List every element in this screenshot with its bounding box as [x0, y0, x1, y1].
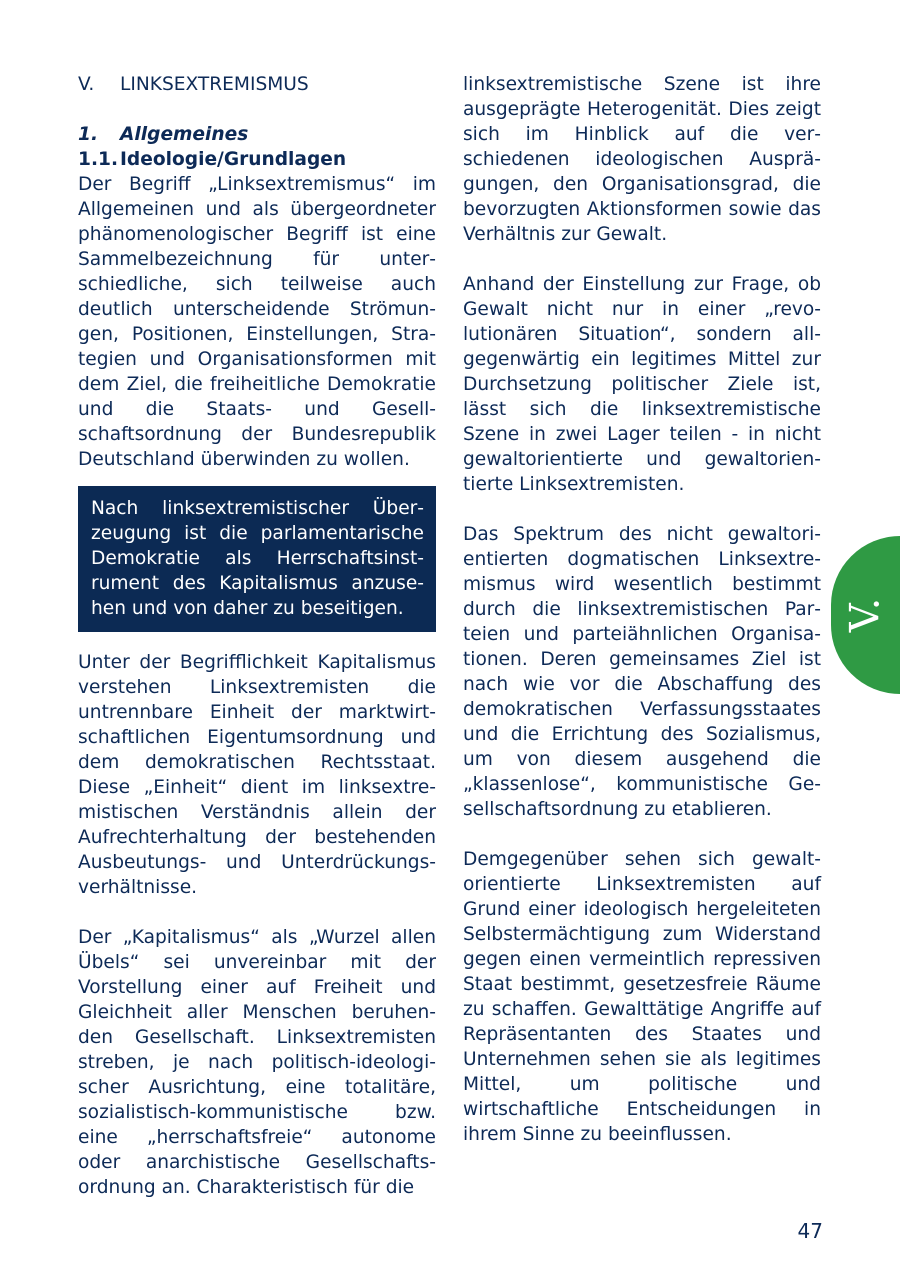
- subsection-heading: [78, 147, 436, 172]
- body-paragraph: Demgegenüber sehen sich gewaltorientierte Linksextremisten auf Grund einer ideologisch hergeleiteten Selbstermächtigung zum Widerstand gegen einen vermeintlich repressiven Staat bestimmt, gesetzesfreie Räume zu schaffen. Gewalttätige Angriffe auf Repräsentanten des Staates und Unternehmen sehen sie als legitimes Mittel, um politische und wirtschaftliche Entscheidungen in ihrem Sinne zu beeinflussen.: [463, 849, 821, 1145]
- body-paragraph: Anhand der Einstellung zur Frage, ob Gewalt nicht nur in einer „revolutionären Situation“, sondern allgegenwärtig ein legitimes Mittel zur Durchsetzung politischer Ziele ist, lässt sich die linksextremistische Szene in zwei Lager teilen - in nicht gewaltorientierte und gewaltorientierte Linksextremisten.: [463, 274, 821, 495]
- body-paragraph: Das Spektrum des nicht gewaltorientierten dogmatischen Linksextremismus wird wesentlich bestimmt durch die linksextremistischen Parteien und parteiähnlichen Organisationen. Deren gemeinsames Ziel ist nach wie vor die Abschaffung des demokratischen Verfassungsstaates und die Errichtung des Sozialismus, um von diesem ausgehend die „klassenlose“, kommunistische Gesellschaftsordnung zu etablieren.: [463, 524, 821, 820]
- intro-paragraph: Der Begriff „Linksextremismus“ im Allgemeinen und als übergeordneter phänomenologischer Begriff ist eine Sammelbezeichnung für unterschiedliche, sich teilweise auch deutlich unterscheidende Strömungen, Positionen, Einstellungen, Strategien und Organisationsformen mit dem Ziel, die freiheitliche Demokratie und die Staats- und Gesellschaftsordnung der Bundesrepublik Deutschland überwinden zu wollen.: [78, 174, 436, 470]
- left-column: [78, 72, 436, 1200]
- chapter-title: LINKSEXTREMISMUS: [120, 74, 309, 95]
- subsection-number: 1.1.: [78, 149, 119, 170]
- chapter-number: V.: [78, 74, 95, 95]
- section-number: 1.: [78, 124, 99, 145]
- subsection-title: Ideologie/Grundlagen: [120, 149, 347, 170]
- chapter-tab-label: V.: [842, 597, 889, 633]
- body-paragraph: linksextremistische Szene ist ihre ausgeprägte Heterogenität. Dies zeigt sich im Hinblick auf die verschiedenen ideologischen Ausprägungen, den Organisationsgrad, die bevorzugten Aktionsformen sowie das Verhältnis zur Gewalt.: [463, 74, 821, 245]
- chapter-tab-label-wrap: [831, 536, 900, 694]
- section-heading: [78, 122, 436, 147]
- chapter-tab: [831, 536, 900, 694]
- body-paragraph: Unter der Begrifflichkeit Kapitalismus verstehen Linksextremisten die untrennbare Einheit der marktwirtschaftlichen Eigentumsordnung und dem demokratischen Rechtsstaat. Diese „Einheit“ dient im linksextremistischen Verständnis allein der Aufrechterhaltung der bestehenden Ausbeutungs- und Unterdrückungsverhältnisse.: [78, 652, 436, 898]
- page-number: 47: [797, 1219, 823, 1243]
- section-title: Allgemeines: [120, 124, 249, 145]
- callout-box: Nach linksextremistischer Überzeugung ist die parlamentarische Demokratie als Herrschaftsinstrument des Kapitalismus anzusehen und von daher zu beseitigen.: [78, 486, 436, 632]
- chapter-heading: [78, 72, 436, 97]
- body-paragraph: Der „Kapitalismus“ als „Wurzel allen Übels“ sei unvereinbar mit der Vorstellung einer auf Freiheit und Gleichheit aller Menschen beruhenden Gesellschaft. Linksextremisten streben, je nach politisch-ideologischer Ausrichtung, eine totalitäre, sozialistisch-kommunistische bzw. eine „herrschaftsfreie“ autonome oder anarchistische Gesellschaftsordnung an. Charakteristisch für die: [78, 927, 436, 1198]
- right-column: [463, 72, 821, 1147]
